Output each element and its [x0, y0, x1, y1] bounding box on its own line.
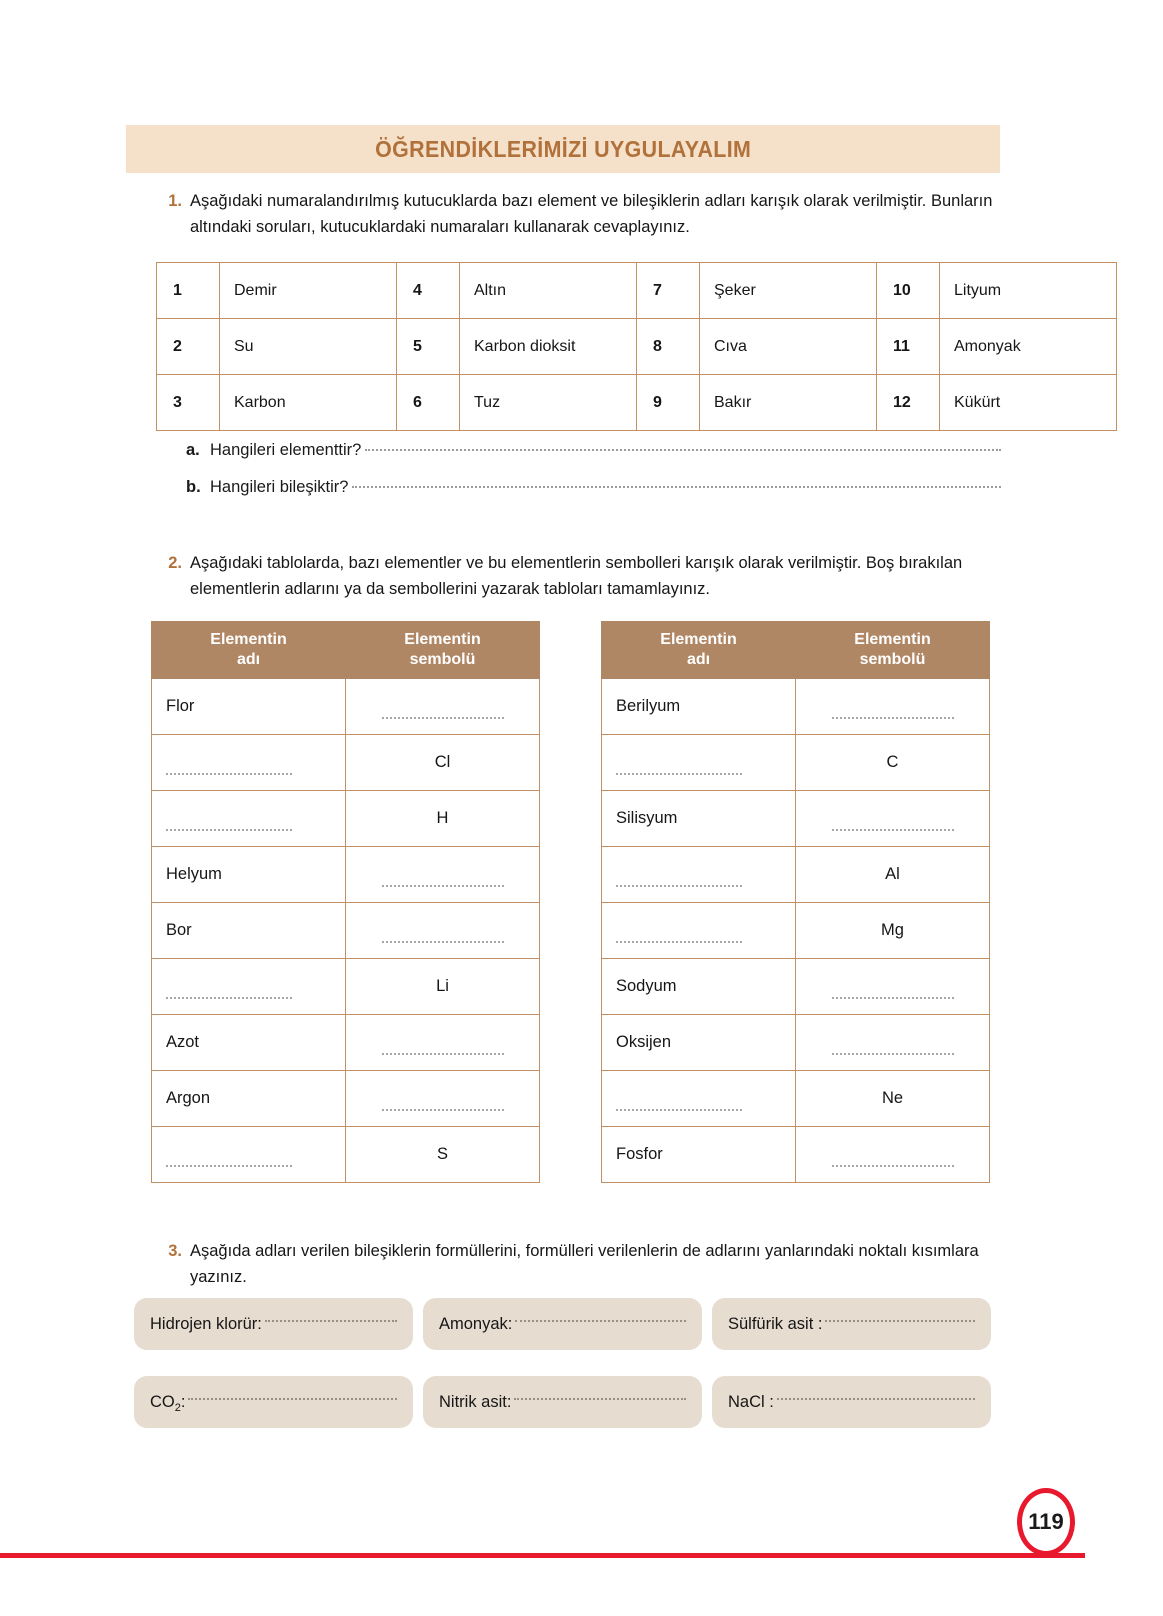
substance-name: Tuz	[460, 375, 637, 431]
table-row	[602, 1015, 990, 1071]
element-symbol-blank[interactable]	[796, 791, 990, 847]
table-row	[602, 847, 990, 903]
question-1	[156, 188, 1001, 240]
compound-box-nacl[interactable]	[712, 1376, 991, 1428]
table-row	[602, 679, 990, 735]
blank-dots[interactable]	[832, 828, 954, 831]
table-row	[152, 679, 540, 735]
substance-name: Kükürt	[940, 375, 1117, 431]
question-2-text: Aşağıdaki tablolarda, bazı elementler ve bu elementlerin sembolleri karışık olarak verilmiştir. Boş bırakılan elementlerin adlarını ya da sembollerini yazarak tabloları tamamlayınız.	[190, 554, 963, 598]
table-row	[152, 1015, 540, 1071]
blank-dots[interactable]	[832, 1052, 954, 1055]
element-symbol-blank[interactable]	[796, 1015, 990, 1071]
element-symbol-blank[interactable]	[346, 679, 540, 735]
element-name: Silisyum	[602, 791, 796, 847]
blank-dots[interactable]	[382, 1108, 504, 1111]
banner-title: ÖĞRENDİKLERİMİZİ UYGULAYALIM	[374, 135, 752, 162]
element-symbol: Mg	[796, 903, 990, 959]
header-line-1: Elementin	[404, 631, 481, 648]
section-banner	[126, 125, 1000, 173]
compound-answer-blank[interactable]	[265, 1319, 397, 1322]
table-row	[602, 959, 990, 1015]
substance-name: Bakır	[700, 375, 877, 431]
page-number-badge	[1017, 1488, 1075, 1556]
question-3-text: Aşağıda adları verilen bileşiklerin formüllerini, formülleri verilenlerin de adlarını yanlarındaki noktalı kısımlara yazınız.	[190, 1242, 979, 1286]
element-symbol: Al	[796, 847, 990, 903]
element-symbol: S	[346, 1127, 540, 1183]
compound-answer-blank[interactable]	[515, 1319, 686, 1322]
sub-question-b	[186, 478, 1001, 497]
substance-number: 8	[637, 319, 700, 375]
substance-name: Cıva	[700, 319, 877, 375]
element-name: Bor	[152, 903, 346, 959]
substance-number: 1	[157, 263, 220, 319]
element-name: Flor	[152, 679, 346, 735]
element-name-blank[interactable]	[602, 903, 796, 959]
compound-label: Hidrojen klorür:	[150, 1314, 262, 1333]
sub-question-b-text: Hangileri bileşiktir?	[210, 478, 349, 496]
compound-box-hidrojen-klorur[interactable]	[134, 1298, 413, 1350]
question-3	[156, 1238, 1001, 1290]
element-symbol-blank[interactable]	[346, 1071, 540, 1127]
header-element-symbol	[346, 622, 540, 679]
table-row	[152, 791, 540, 847]
answer-blank-a[interactable]	[365, 448, 1001, 451]
blank-dots[interactable]	[382, 940, 504, 943]
substance-number: 11	[877, 319, 940, 375]
blank-dots[interactable]	[166, 772, 292, 775]
element-name: Berilyum	[602, 679, 796, 735]
page-number: 119	[1028, 1509, 1064, 1534]
blank-dots[interactable]	[382, 716, 504, 719]
table-row	[602, 903, 990, 959]
table-row	[157, 263, 1117, 319]
substance-number: 3	[157, 375, 220, 431]
blank-dots[interactable]	[382, 1052, 504, 1055]
element-symbol-blank[interactable]	[796, 1127, 990, 1183]
compound-box-sulfurik-asit[interactable]	[712, 1298, 991, 1350]
sub-question-a	[186, 441, 1001, 460]
compound-label: NaCl :	[728, 1392, 774, 1411]
substance-name: Karbon	[220, 375, 397, 431]
element-name: Sodyum	[602, 959, 796, 1015]
header-line-1: Elementin	[854, 631, 931, 648]
compound-answer-blank[interactable]	[514, 1397, 686, 1400]
question-2	[156, 550, 1001, 602]
table-row	[152, 1071, 540, 1127]
blank-dots[interactable]	[832, 1164, 954, 1167]
header-line-2: adı	[686, 651, 711, 668]
blank-dots[interactable]	[832, 996, 954, 999]
question-1-number: 1.	[168, 192, 182, 210]
element-name-blank[interactable]	[602, 847, 796, 903]
element-table-left	[151, 621, 540, 1183]
element-symbol-blank[interactable]	[796, 679, 990, 735]
header-line-2: adı	[236, 651, 261, 668]
table-row	[152, 847, 540, 903]
sub-question-a-text: Hangileri elementtir?	[210, 441, 362, 459]
element-symbol: H	[346, 791, 540, 847]
table-row	[152, 735, 540, 791]
element-symbol: Li	[346, 959, 540, 1015]
substance-number: 9	[637, 375, 700, 431]
element-name-blank[interactable]	[152, 1127, 346, 1183]
blank-dots[interactable]	[616, 1108, 742, 1111]
blank-dots[interactable]	[166, 996, 292, 999]
substance-table	[156, 262, 1117, 431]
header-element-symbol	[796, 622, 990, 679]
table-row	[602, 791, 990, 847]
substance-name: Su	[220, 319, 397, 375]
header-line-2: sembolü	[859, 651, 926, 668]
compound-box-co2[interactable]	[134, 1376, 413, 1428]
element-symbol: Ne	[796, 1071, 990, 1127]
element-symbol-blank[interactable]	[346, 847, 540, 903]
substance-number: 5	[397, 319, 460, 375]
substance-name: Şeker	[700, 263, 877, 319]
element-name-blank[interactable]	[152, 959, 346, 1015]
table-row	[157, 319, 1117, 375]
element-symbol-blank[interactable]	[346, 903, 540, 959]
sub-question-a-letter: a.	[186, 441, 200, 459]
sub-question-b-letter: b.	[186, 478, 201, 496]
compound-answer-blank[interactable]	[825, 1319, 975, 1322]
compound-answer-blank[interactable]	[777, 1397, 975, 1400]
header-element-name	[602, 622, 796, 679]
substance-name: Lityum	[940, 263, 1117, 319]
substance-number: 12	[877, 375, 940, 431]
substance-name: Demir	[220, 263, 397, 319]
substance-name: Amonyak	[940, 319, 1117, 375]
substance-name: Karbon dioksit	[460, 319, 637, 375]
compound-label: Amonyak:	[439, 1314, 513, 1333]
element-name-blank[interactable]	[152, 791, 346, 847]
question-2-number: 2.	[168, 554, 182, 572]
table-row	[152, 903, 540, 959]
compound-label: $CO_2$:	[150, 1392, 186, 1414]
compound-label: Sülfürik asit :	[728, 1314, 823, 1333]
element-name: Fosfor	[602, 1127, 796, 1183]
table-row	[152, 959, 540, 1015]
substance-number: 6	[397, 375, 460, 431]
compound-box-nitrik-asit[interactable]	[423, 1376, 702, 1428]
compound-answer-blank[interactable]	[188, 1397, 397, 1400]
header-element-name	[152, 622, 346, 679]
element-table-right	[601, 621, 990, 1183]
table-row	[152, 1127, 540, 1183]
blank-dots[interactable]	[616, 772, 742, 775]
answer-blank-b[interactable]	[352, 485, 1001, 488]
blank-dots[interactable]	[166, 828, 292, 831]
blank-dots[interactable]	[382, 884, 504, 887]
element-name: Helyum	[152, 847, 346, 903]
blank-dots[interactable]	[166, 1164, 292, 1167]
table-row	[602, 735, 990, 791]
substance-number: 7	[637, 263, 700, 319]
substance-number: 2	[157, 319, 220, 375]
table-row	[602, 1127, 990, 1183]
element-symbol: C	[796, 735, 990, 791]
table-row	[602, 1071, 990, 1127]
table-header-row	[602, 622, 990, 679]
substance-name: Altın	[460, 263, 637, 319]
header-line-2: sembolü	[409, 651, 476, 668]
element-name-blank[interactable]	[602, 1071, 796, 1127]
table-header-row	[152, 622, 540, 679]
compound-label: Nitrik asit:	[439, 1392, 512, 1411]
element-name: Argon	[152, 1071, 346, 1127]
element-name-blank[interactable]	[602, 735, 796, 791]
element-symbol-blank[interactable]	[346, 1015, 540, 1071]
table-row	[157, 375, 1117, 431]
element-name: Oksijen	[602, 1015, 796, 1071]
element-name-blank[interactable]	[152, 735, 346, 791]
compound-box-amonyak[interactable]	[423, 1298, 702, 1350]
footer-rule	[0, 1553, 1085, 1558]
blank-dots[interactable]	[616, 884, 742, 887]
question-1-text: Aşağıdaki numaralandırılmış kutucuklarda bazı element ve bileşiklerin adları karışık olarak verilmiştir. Bunların altındaki soruları, kutucuklardaki numaraları kullanarak cevaplayınız.	[190, 192, 993, 236]
element-symbol-blank[interactable]	[796, 959, 990, 1015]
blank-dots[interactable]	[832, 716, 954, 719]
question-3-number: 3.	[168, 1242, 182, 1260]
blank-dots[interactable]	[616, 940, 742, 943]
element-name: Azot	[152, 1015, 346, 1071]
substance-number: 4	[397, 263, 460, 319]
substance-number: 10	[877, 263, 940, 319]
element-symbol: Cl	[346, 735, 540, 791]
header-line-1: Elementin	[210, 631, 287, 648]
header-line-1: Elementin	[660, 631, 737, 648]
